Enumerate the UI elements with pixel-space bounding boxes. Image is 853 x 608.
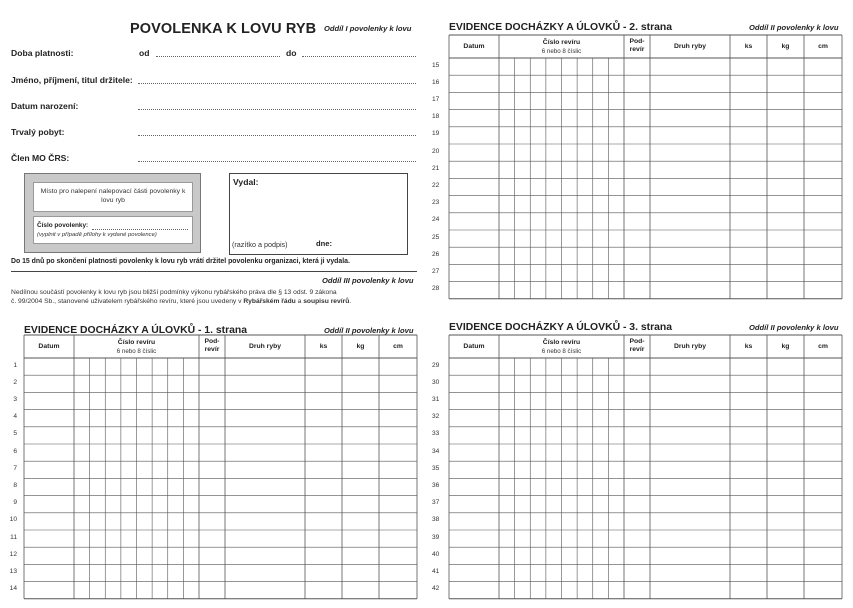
row-number: 33 — [432, 430, 440, 438]
permit-title: POVOLENKA K LOVU RYB — [130, 21, 317, 37]
row-number: 13 — [9, 568, 17, 575]
header-date: Datum — [463, 343, 485, 350]
row-number: 19 — [432, 130, 440, 138]
rules-text-part: a — [295, 298, 304, 305]
header-weight: kg — [356, 343, 365, 350]
header-species: Druh ryby — [673, 43, 707, 50]
header-district-sub: 6 nebo 8 číslic — [541, 48, 582, 55]
header-count: ks — [744, 43, 753, 50]
section-ii-label: Oddíl II povolenky k lovu — [749, 23, 839, 32]
header-weight: kg — [781, 343, 790, 350]
row-number: 42 — [432, 585, 440, 593]
row-number: 18 — [432, 113, 440, 121]
header-district: Číslo revíru — [542, 39, 581, 46]
row-number: 17 — [432, 96, 440, 103]
table-title: EVIDENCE DOCHÁZKY A ÚLOVKŮ - 1. strana — [24, 325, 248, 336]
header-species: Druh ryby — [673, 343, 707, 350]
row-number: 34 — [432, 447, 440, 455]
row-number: 12 — [9, 550, 17, 558]
row-number: 28 — [432, 285, 440, 293]
rules-order-link: Rybářském řádu — [243, 298, 296, 305]
header-date: Datum — [38, 343, 60, 350]
header-district: Číslo revíru — [542, 339, 581, 346]
header-subdistrict: Pod- revír — [204, 338, 220, 353]
rules-text-part: č. 99/2004 Sb., stanovené uživatelem rybářského revíru, které jsou uvedeny v — [11, 298, 244, 305]
row-number: 24 — [432, 216, 440, 224]
row-number: 31 — [432, 396, 440, 403]
row-number: 20 — [432, 147, 440, 155]
rules-text-part: . — [349, 298, 352, 305]
row-number: 2 — [13, 378, 17, 386]
member-label: Člen MO ČRS: — [11, 153, 70, 163]
section-ii-label: Oddíl II povolenky k lovu — [324, 326, 414, 335]
row-number: 35 — [432, 464, 440, 472]
section-iii-label: Oddíl III povolenky k lovu — [322, 276, 414, 285]
header-length: cm — [818, 343, 828, 350]
issue-date-label: dne: — [316, 239, 333, 248]
address-label: Trvalý pobyt: — [11, 127, 65, 137]
row-number: 21 — [432, 164, 440, 172]
row-number: 39 — [432, 533, 440, 541]
row-number: 40 — [432, 550, 440, 558]
section-i-label: Oddíl I povolenky k lovu — [324, 24, 412, 33]
row-number: 30 — [432, 378, 440, 386]
header-date: Datum — [463, 43, 485, 50]
row-number: 16 — [432, 78, 440, 86]
row-number: 36 — [432, 482, 440, 489]
header-district: Číslo revíru — [117, 339, 156, 346]
row-number: 1 — [13, 361, 17, 369]
row-number: 37 — [432, 499, 440, 507]
permit-number-note: (vyplnit v případě přílohy k vydané povolence) — [37, 232, 157, 238]
row-number: 22 — [432, 182, 440, 189]
row-number: 4 — [13, 413, 17, 421]
birth-date-label: Datum narození: — [11, 101, 79, 111]
header-district-sub: 6 nebo 8 číslic — [541, 348, 582, 355]
header-district-sub: 6 nebo 8 číslic — [116, 348, 157, 355]
validity-from-label: od — [139, 48, 150, 58]
header-subdistrict: Pod- revír — [629, 338, 645, 353]
rules-line-1: Nedílnou součástí povolenky k lovu ryb jsou bližší podmínky výkonu rybářského práva dle § 13 odst. 9 zákona — [11, 289, 337, 296]
row-number: 26 — [432, 250, 440, 258]
header-count: ks — [744, 343, 753, 350]
row-number: 9 — [13, 499, 17, 507]
row-number: 6 — [13, 447, 17, 455]
table-title: EVIDENCE DOCHÁZKY A ÚLOVKŮ - 3. strana — [449, 322, 673, 333]
rules-districts-link: soupisu revírů — [303, 298, 350, 305]
row-number: 15 — [432, 61, 440, 69]
header-length: cm — [818, 43, 828, 50]
header-count: ks — [319, 343, 328, 350]
row-number: 7 — [13, 464, 17, 472]
row-number: 3 — [13, 396, 17, 403]
row-number: 32 — [432, 413, 440, 421]
section-ii-label: Oddíl II povolenky k lovu — [749, 323, 839, 332]
validity-label: Doba platnosti: — [11, 48, 74, 58]
stamp-label: (razítko a podpis) — [232, 240, 288, 249]
header-weight: kg — [781, 43, 790, 50]
row-number: 14 — [9, 585, 17, 593]
row-number: 5 — [13, 430, 17, 438]
issued-by-label: Vydal: — [233, 177, 259, 187]
header-length: cm — [393, 343, 403, 350]
holder-label: Jméno, příjmení, titul držitele: — [11, 75, 133, 85]
row-number: 41 — [432, 568, 440, 575]
sticker-text: Místo pro nalepení nalepovací části povolenky k lovu ryb — [40, 188, 186, 204]
header-species: Druh ryby — [248, 343, 282, 350]
row-number: 10 — [9, 516, 17, 524]
row-number: 25 — [432, 233, 440, 241]
row-number: 23 — [432, 199, 440, 207]
row-number: 29 — [432, 361, 440, 369]
permit-number-label: Číslo povolenky: — [37, 222, 89, 229]
row-number: 11 — [10, 533, 17, 541]
header-subdistrict: Pod- revír — [629, 38, 645, 53]
return-note: Do 15 dnů po skončení platnosti povolenky k lovu ryb vrátí držitel povolenku organizaci, která ji vydala. — [11, 258, 350, 265]
row-number: 8 — [13, 482, 17, 489]
row-number: 27 — [432, 268, 440, 275]
row-number: 38 — [432, 516, 440, 524]
table-title: EVIDENCE DOCHÁZKY A ÚLOVKŮ - 2. strana — [449, 22, 673, 33]
validity-to-label: do — [286, 48, 297, 58]
